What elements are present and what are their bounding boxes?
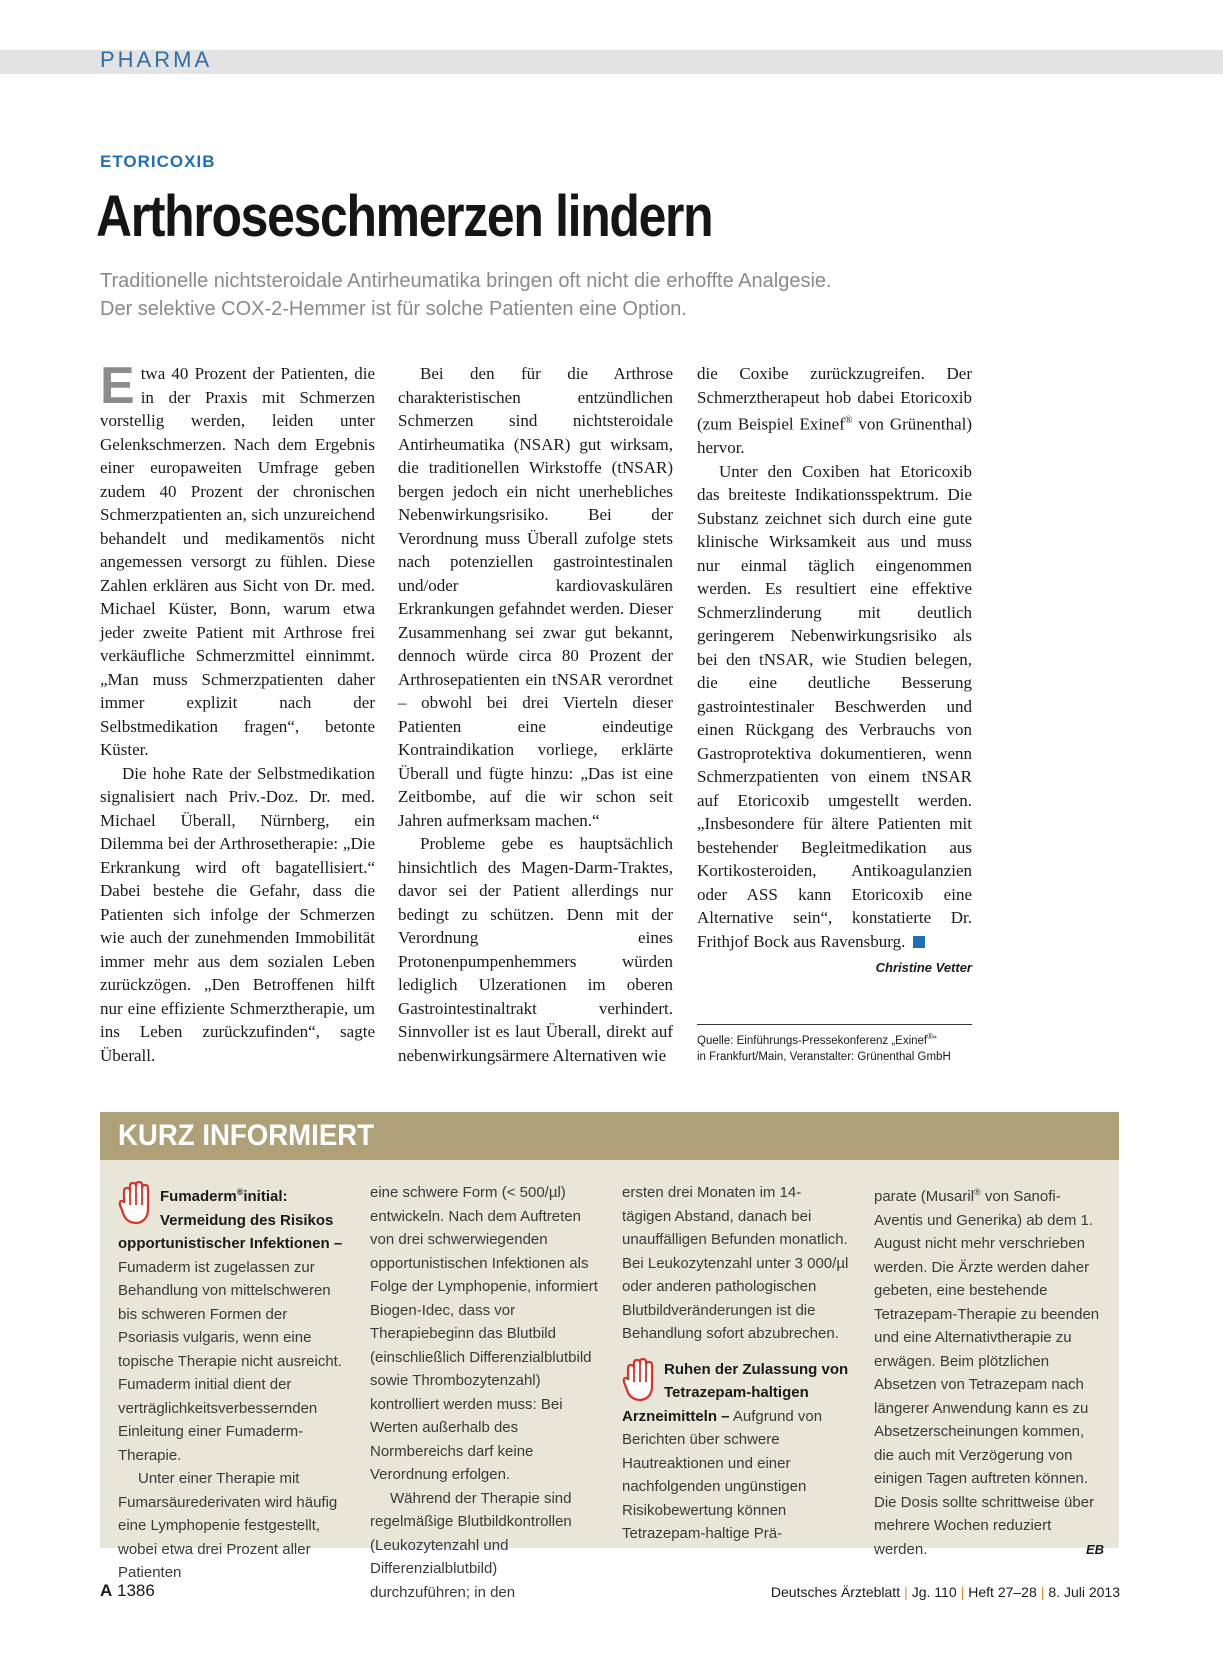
article-column-3 [697,362,972,977]
article-column-1 [100,357,375,1067]
paragraph: Bei den für die Arthrose charakteristischen entzündlichen Schmerzen sind nichtsteroidale Antirheumatika (NSAR) gut wirksam, die traditionellen Wirkstoffe (tNSAR) bergen jedoch ein nicht unerhebliches Nebenwirkungsrisiko. Bei der Verordnung muss Überall zufolge stets nach potenziellen gastrointestinalen und/oder kardiovaskulären Erkrankungen gefahndet werden. Dieser Zusammenhang sei zwar gut bekannt, dennoch würde circa 80 Prozent der Arthrosepatienten ein tNSAR verordnet – obwohl bei drei Vierteln dieser Patienten eine eindeutige Kontraindikation vorliege, erklärte Überall und fügte hinzu: „Das ist eine Zeitbombe, auf die wir schon seit Jahren aufmerksam machen.“ [398,364,673,830]
journal-name: Deutsches Ärzteblatt [770,1584,901,1600]
lede-line-2: Der selektive COX-2-Hemmer ist für solche Patienten eine Option. [100,298,687,320]
journal-issue: Heft 27–28 [968,1584,1037,1600]
journal-footer [771,1584,1120,1600]
kurz-column-4 [874,1181,1102,1561]
article-title: Arthroseschmerzen lindern [96,184,713,249]
registered-mark: ® [844,415,853,426]
kurz-paragraph [874,1181,1102,1561]
source-text: Quelle: Einführungs-Pressekonferenz „Exinef [697,1034,928,1047]
paragraph [100,357,375,762]
kurz-item-text: Aufgrund von Berichten über schwere Hautreaktionen und einer nachfolgenden ungünstigen Risikobewertung können Tetrazepam-haltige Prä- [622,1407,823,1542]
kurz-item [622,1358,850,1546]
registered-mark: ® [974,1187,981,1197]
footer-separator: | [960,1584,965,1600]
heading-text: initial: Vermeidung des Risikos opportunistischer Infektionen – [118,1188,343,1252]
kurz-signature: EB [1085,1541,1104,1557]
kurz-paragraph: Unter einer Therapie mit Fumarsäurederivaten wird häufig eine Lymphopenie festgestellt, wobei etwa drei Prozent aller Patienten [118,1470,338,1581]
paragraph [697,460,972,954]
registered-mark: ® [927,1032,934,1041]
paragraph-text: twa 40 Prozent der Patienten, die in der Praxis mit Schmerzen vorstellig werden, leiden unter Gelenkschmerzen. Nach dem Ergebnis einer europaweiten Umfrage geben zudem 40 Prozent der chronischen Schmerzpatienten an, sich unzureichend behandelt und medikamentös nicht angemessen versorgt zu fühlen. Diese Zahlen erklären aus Sicht von Dr. med. Michael Küster, Bonn, warum etwa jeder zweite Patient mit Arthrose frei verkäufliche Schmerzmittel einnimmt. „Man muss Schmerzpatienten daher immer explizit nach der Selbstmedikation fragen“, betonte Küster. [100,364,375,759]
paragraph-text: die Coxibe zurückzugreifen. Der Schmerztherapeut hob dabei Etoricoxib (zum Beispiel Exinef [697,364,972,434]
kurz-paragraph: eine schwere Form (< 500/µl) entwickeln. Nach dem Auftreten von drei schwerwiegenden opportunistischen Infektionen als Folge der Lymphopenie, informiert Biogen-Idec, dass vor Therapiebeginn das Blutbild (einschließlich Differenzialblutbild sowie Thrombozytenzahl) kontrolliert werden muss: Bei Werten außerhalb des Normbereichs darf keine Verordnung erfolgen. [370,1184,598,1483]
author-name: Christine Vetter [875,960,972,976]
page-prefix: A [100,1581,113,1600]
paragraph: Probleme gebe es hauptsächlich hinsichtlich des Magen-Darm-Traktes, davor sei der Patient allerdings nur bedingt zu schützen. Denn mit der Verordnung eines Protonenpumpenhemmers würden lediglich Ulzerationen im oberen Gastrointestinaltrakt verhindert. Sinnvoller ist es laut Überall, direkt auf nebenwirkungsärmere Alternativen wie [398,834,673,1065]
paragraph-text: von Grünenthal) hervor. [697,414,972,458]
kurz-informiert-title: KURZ INFORMIERT [118,1119,375,1152]
kurz-column-1 [118,1181,346,1585]
stop-hand-icon [118,1181,154,1225]
kurz-item-heading: Ruhen der Zulassung von Tetrazepam-haltigen Arzneimitteln – [622,1360,849,1425]
kurz-column-3 [622,1181,850,1546]
footer-separator: | [1040,1584,1045,1600]
registered-mark: ® [236,1187,244,1197]
lede-line-1: Traditionelle nichtsteroidale Antirheumatika bringen oft nicht die erhoffte Analgesie. [100,270,832,292]
paragraph-text: Unter den Coxiben hat Etoricoxib das breiteste Indikationsspektrum. Die Substanz zeichnet sich durch eine gute klinische Wirksamkeit aus und muss nur einmal täglich eingenommen werden. Es resultiert eine effektive Schmerzlinderung mit deutlich geringerem Nebenwirkungsrisiko als bei den tNSAR, wie Studien belegen, die eine deutliche Besserung gastrointestinaler Beschwerden und einen Rückgang des Verbrauchs von Gastroprotektiva dokumentieren, wenn Schmerzpatienten von einem tNSAR auf Etoricoxib umgestellt werden. „Insbesondere für ältere Patienten mit bestehender Begleitmedikation aus Kortikosteroiden, Antikoagulanzien oder ASS kann Etoricoxib eine Alternative sein“, konstatierte Dr. Frithjof Bock aus Ravensburg. [697,461,972,951]
paragraph [697,362,972,460]
section-label: PHARMA [100,47,213,72]
kurz-item-text: Fumaderm ist zugelassen zur Behandlung von mittelschweren bis schweren Formen der Psoriasis vulgaris, wenn eine topische Therapie nicht ausreicht. Fumaderm initial dient der verträglichkeitsverbessernden Einleitung einer Fumaderm-Therapie. [118,1258,343,1464]
drop-cap: E [100,357,135,415]
article-kicker: ETORICOXIB [100,152,216,171]
paragraph-text: von Sanofi-Aventis und Generika) ab dem 1. August nicht mehr verschrieben werden. Die Ärzte werden daher gebeten, eine bestehende Tetrazepam-Therapie zu beenden und eine Alternativtherapie zu erwägen. Beim plötzlichen Absetzen von Tetrazepam nach längerer Anwendung kann es zu Absetzerscheinungen kommen, die auch mit Verzögerung von einigen Tagen auftreten können. Die Dosis sollte schrittweise über mehrere Wochen reduziert werden. [874,1188,1100,1558]
kurz-paragraph: Während der Therapie sind regelmäßige Blutbildkontrollen (Leukozytenzahl und Differenzialblutbild) durchzuführen; in den [370,1489,572,1601]
footer-separator: | [904,1584,908,1600]
page-number [100,1581,155,1601]
page-number-value: 1386 [117,1581,155,1600]
journal-volume: Jg. 110 [911,1584,957,1600]
paragraph-text: parate (Musaril [874,1188,975,1205]
article-lede [100,267,1040,323]
source-line-1 [697,1029,972,1049]
source-line-2: in Frankfurt/Main, Veranstalter: Grünenthal GmbH [697,1050,951,1063]
kurz-column-2 [370,1181,598,1604]
kurz-paragraph: ersten drei Monaten im 14-tägigen Abstand, danach bei unauffälligen Befunden monatlich. Bei Leukozytenzahl unter 3 000/µl oder anderen pathologischen Blutbildveränderungen ist die Behandlung sofort abzubrechen. [622,1184,849,1342]
paragraph: Die hohe Rate der Selbstmedikation signalisiert nach Priv.-Doz. Dr. med. Michael Überall, Nürnberg, ein Dilemma bei der Arthrosetherapie: „Die Erkrankung wird oft bagatellisiert.“ Dabei bestehe die Gefahr, dass die Patienten sich infolge der Schmerzen wie auch der zunehmenden Immobilität immer mehr aus dem sozialen Leben zurückzögen. „Den Betroffenen hilft nur eine effiziente Schmerztherapie, um ins Leben zurückzufinden“, sagte Überall. [100,763,375,1065]
source-text: “ [933,1034,937,1047]
journal-date: 8. Juli 2013 [1048,1584,1120,1600]
kurz-item [118,1181,346,1467]
stop-hand-icon [622,1358,658,1402]
article-column-2 [398,362,673,1067]
end-mark-icon [913,936,925,948]
source-note [697,1024,972,1065]
heading-text: Fumaderm [160,1188,237,1205]
